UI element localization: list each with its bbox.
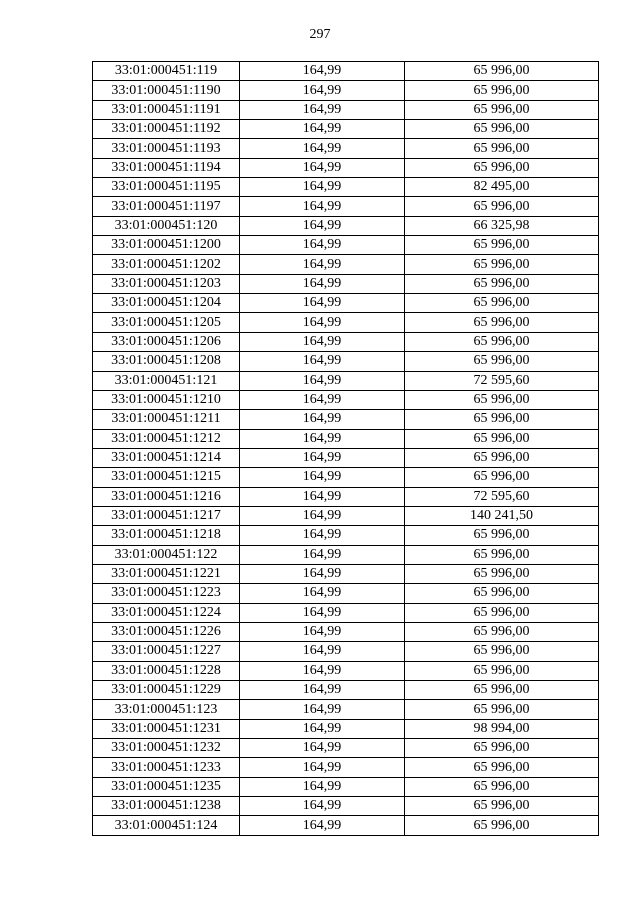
area-cell: 164,99 xyxy=(240,506,405,525)
value-cell: 65 996,00 xyxy=(405,139,599,158)
value-cell: 65 996,00 xyxy=(405,81,599,100)
table-row xyxy=(93,564,599,583)
area-cell: 164,99 xyxy=(240,371,405,390)
cadastral-number-cell: 33:01:000451:122 xyxy=(93,545,240,564)
value-cell: 82 495,00 xyxy=(405,178,599,197)
area-cell: 164,99 xyxy=(240,603,405,622)
area-cell: 164,99 xyxy=(240,390,405,409)
area-cell: 164,99 xyxy=(240,661,405,680)
area-cell: 164,99 xyxy=(240,487,405,506)
cadastral-number-cell: 33:01:000451:1227 xyxy=(93,642,240,661)
area-cell: 164,99 xyxy=(240,777,405,796)
cadastral-number-cell: 33:01:000451:1223 xyxy=(93,584,240,603)
cadastral-number-cell: 33:01:000451:1235 xyxy=(93,777,240,796)
cadastral-number-cell: 33:01:000451:1193 xyxy=(93,139,240,158)
value-cell: 65 996,00 xyxy=(405,700,599,719)
area-cell: 164,99 xyxy=(240,468,405,487)
cadastral-number-cell: 33:01:000451:1229 xyxy=(93,681,240,700)
table-row xyxy=(93,545,599,564)
area-cell: 164,99 xyxy=(240,158,405,177)
cadastral-number-cell: 33:01:000451:1210 xyxy=(93,390,240,409)
value-cell: 65 996,00 xyxy=(405,468,599,487)
table-row xyxy=(93,294,599,313)
table-row xyxy=(93,603,599,622)
table-row xyxy=(93,700,599,719)
cadastral-number-cell: 33:01:000451:1205 xyxy=(93,313,240,332)
cadastral-number-cell: 33:01:000451:1203 xyxy=(93,274,240,293)
cadastral-number-cell: 33:01:000451:1195 xyxy=(93,178,240,197)
area-cell: 164,99 xyxy=(240,178,405,197)
value-cell: 65 996,00 xyxy=(405,681,599,700)
cadastral-number-cell: 33:01:000451:1221 xyxy=(93,564,240,583)
table-row xyxy=(93,139,599,158)
cadastral-number-cell: 33:01:000451:123 xyxy=(93,700,240,719)
area-cell: 164,99 xyxy=(240,816,405,835)
table-row xyxy=(93,468,599,487)
table-row xyxy=(93,526,599,545)
cadastral-number-cell: 33:01:000451:121 xyxy=(93,371,240,390)
table-row xyxy=(93,429,599,448)
area-cell: 164,99 xyxy=(240,739,405,758)
area-cell: 164,99 xyxy=(240,410,405,429)
value-cell: 65 996,00 xyxy=(405,526,599,545)
value-cell: 66 325,98 xyxy=(405,216,599,235)
table-body xyxy=(93,62,599,836)
value-cell: 65 996,00 xyxy=(405,390,599,409)
value-cell: 65 996,00 xyxy=(405,294,599,313)
table-row xyxy=(93,352,599,371)
table-row xyxy=(93,816,599,835)
table-row xyxy=(93,178,599,197)
value-cell: 65 996,00 xyxy=(405,661,599,680)
value-cell: 65 996,00 xyxy=(405,255,599,274)
value-cell: 65 996,00 xyxy=(405,739,599,758)
area-cell: 164,99 xyxy=(240,139,405,158)
value-cell: 98 994,00 xyxy=(405,719,599,738)
area-cell: 164,99 xyxy=(240,448,405,467)
cadastral-number-cell: 33:01:000451:1191 xyxy=(93,100,240,119)
value-cell: 65 996,00 xyxy=(405,758,599,777)
area-cell: 164,99 xyxy=(240,622,405,641)
area-cell: 164,99 xyxy=(240,642,405,661)
area-cell: 164,99 xyxy=(240,719,405,738)
cadastral-number-cell: 33:01:000451:1216 xyxy=(93,487,240,506)
area-cell: 164,99 xyxy=(240,313,405,332)
area-cell: 164,99 xyxy=(240,332,405,351)
area-cell: 164,99 xyxy=(240,120,405,139)
value-cell: 65 996,00 xyxy=(405,642,599,661)
cadastral-number-cell: 33:01:000451:1211 xyxy=(93,410,240,429)
value-cell: 65 996,00 xyxy=(405,797,599,816)
area-cell: 164,99 xyxy=(240,294,405,313)
area-cell: 164,99 xyxy=(240,255,405,274)
table-row xyxy=(93,506,599,525)
table-row xyxy=(93,661,599,680)
value-cell: 65 996,00 xyxy=(405,816,599,835)
table-row xyxy=(93,410,599,429)
area-cell: 164,99 xyxy=(240,584,405,603)
area-cell: 164,99 xyxy=(240,797,405,816)
cadastral-number-cell: 33:01:000451:1204 xyxy=(93,294,240,313)
table-row xyxy=(93,681,599,700)
value-cell: 65 996,00 xyxy=(405,100,599,119)
table-row xyxy=(93,197,599,216)
cadastral-number-cell: 33:01:000451:119 xyxy=(93,62,240,81)
table-row xyxy=(93,236,599,255)
cadastral-number-cell: 33:01:000451:1224 xyxy=(93,603,240,622)
value-cell: 65 996,00 xyxy=(405,603,599,622)
cadastral-number-cell: 33:01:000451:1200 xyxy=(93,236,240,255)
area-cell: 164,99 xyxy=(240,681,405,700)
value-cell: 140 241,50 xyxy=(405,506,599,525)
area-cell: 164,99 xyxy=(240,216,405,235)
table-row xyxy=(93,777,599,796)
area-cell: 164,99 xyxy=(240,700,405,719)
table-row xyxy=(93,313,599,332)
value-cell: 65 996,00 xyxy=(405,313,599,332)
cadastral-number-cell: 33:01:000451:1228 xyxy=(93,661,240,680)
table-row xyxy=(93,216,599,235)
value-cell: 65 996,00 xyxy=(405,448,599,467)
area-cell: 164,99 xyxy=(240,197,405,216)
table-row xyxy=(93,371,599,390)
area-cell: 164,99 xyxy=(240,429,405,448)
cadastral-number-cell: 33:01:000451:1190 xyxy=(93,81,240,100)
area-cell: 164,99 xyxy=(240,100,405,119)
table-row xyxy=(93,797,599,816)
cadastral-number-cell: 33:01:000451:120 xyxy=(93,216,240,235)
cadastral-number-cell: 33:01:000451:1226 xyxy=(93,622,240,641)
value-cell: 65 996,00 xyxy=(405,62,599,81)
value-cell: 65 996,00 xyxy=(405,332,599,351)
value-cell: 65 996,00 xyxy=(405,584,599,603)
cadastral-number-cell: 33:01:000451:1218 xyxy=(93,526,240,545)
table-row xyxy=(93,622,599,641)
table-row xyxy=(93,719,599,738)
table-row xyxy=(93,390,599,409)
area-cell: 164,99 xyxy=(240,758,405,777)
table-row xyxy=(93,332,599,351)
area-cell: 164,99 xyxy=(240,81,405,100)
area-cell: 164,99 xyxy=(240,564,405,583)
area-cell: 164,99 xyxy=(240,236,405,255)
value-cell: 65 996,00 xyxy=(405,545,599,564)
value-cell: 72 595,60 xyxy=(405,487,599,506)
value-cell: 65 996,00 xyxy=(405,120,599,139)
table-row xyxy=(93,158,599,177)
table-row xyxy=(93,81,599,100)
area-cell: 164,99 xyxy=(240,352,405,371)
cadastral-number-cell: 33:01:000451:1232 xyxy=(93,739,240,758)
cadastral-number-cell: 33:01:000451:1215 xyxy=(93,468,240,487)
table-row xyxy=(93,487,599,506)
value-cell: 65 996,00 xyxy=(405,777,599,796)
cadastral-number-cell: 33:01:000451:1202 xyxy=(93,255,240,274)
cadastral-number-cell: 33:01:000451:1214 xyxy=(93,448,240,467)
table-row xyxy=(93,100,599,119)
value-cell: 65 996,00 xyxy=(405,622,599,641)
value-cell: 65 996,00 xyxy=(405,564,599,583)
cadastral-number-cell: 33:01:000451:1206 xyxy=(93,332,240,351)
cadastral-number-cell: 33:01:000451:1212 xyxy=(93,429,240,448)
table-row xyxy=(93,120,599,139)
area-cell: 164,99 xyxy=(240,62,405,81)
table-row xyxy=(93,255,599,274)
area-cell: 164,99 xyxy=(240,545,405,564)
table-row xyxy=(93,758,599,777)
table-row xyxy=(93,448,599,467)
value-cell: 72 595,60 xyxy=(405,371,599,390)
value-cell: 65 996,00 xyxy=(405,158,599,177)
table-row xyxy=(93,584,599,603)
area-cell: 164,99 xyxy=(240,526,405,545)
cadastral-number-cell: 33:01:000451:1197 xyxy=(93,197,240,216)
value-cell: 65 996,00 xyxy=(405,197,599,216)
table-row xyxy=(93,739,599,758)
cadastral-number-cell: 33:01:000451:1231 xyxy=(93,719,240,738)
value-cell: 65 996,00 xyxy=(405,429,599,448)
cadastral-number-cell: 33:01:000451:1208 xyxy=(93,352,240,371)
value-cell: 65 996,00 xyxy=(405,236,599,255)
value-cell: 65 996,00 xyxy=(405,352,599,371)
value-cell: 65 996,00 xyxy=(405,274,599,293)
area-cell: 164,99 xyxy=(240,274,405,293)
table-row xyxy=(93,642,599,661)
cadastral-number-cell: 33:01:000451:124 xyxy=(93,816,240,835)
cadastral-number-cell: 33:01:000451:1238 xyxy=(93,797,240,816)
cadastral-number-cell: 33:01:000451:1233 xyxy=(93,758,240,777)
value-cell: 65 996,00 xyxy=(405,410,599,429)
cadastral-value-table xyxy=(92,61,599,836)
cadastral-number-cell: 33:01:000451:1194 xyxy=(93,158,240,177)
table-row xyxy=(93,62,599,81)
cadastral-number-cell: 33:01:000451:1192 xyxy=(93,120,240,139)
table-row xyxy=(93,274,599,293)
cadastral-number-cell: 33:01:000451:1217 xyxy=(93,506,240,525)
page-number: 297 xyxy=(309,27,331,42)
